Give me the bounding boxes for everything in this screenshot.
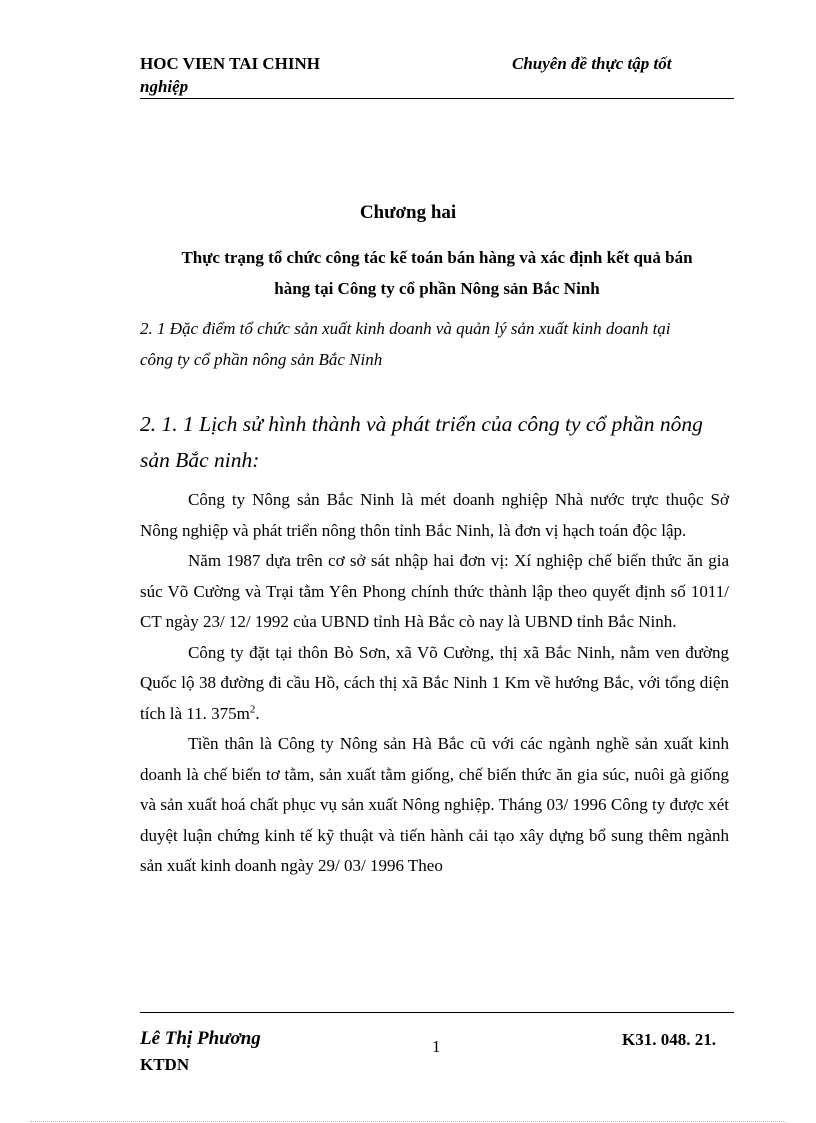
paragraph-4: Tiền thân là Công ty Nông sản Hà Bắc cũ với các ngành nghề sản xuất kinh doanh là chế biến tơ tằm, sản xuất tằm giống, chế biến thức ăn gia súc, nuôi gà giống và sản xuất hoá chất phục vụ sản xuất Nông nghiệp. Tháng 03/ 1996 Công ty được xét duyệt luận chứng kinh tế kỹ thuật và tiến hành cải tạo xây dựng bổ sung thêm ngành sản xuất kinh doanh ngày 29/ 03/ 1996 Theo	[140, 734, 729, 875]
footer-department: KTDN	[140, 1055, 190, 1074]
footer-author-block	[140, 1026, 261, 1078]
chapter-subtitle-line2: hàng tại Công ty cổ phần Nông sản Bắc Ninh	[274, 279, 600, 298]
paragraph-3-text: Công ty đặt tại thôn Bò Sơn, xã Võ Cường, thị xã Bắc Ninh, nằm ven đường Quốc lộ 38 đường đi cầu Hồ, cách thị xã Bắc Ninh 1 Km về hướng Bắc, với tổng diện tích là 11. 375m	[140, 642, 729, 723]
section-2-1-line2: công ty cổ phần nông sản Bắc Ninh	[140, 350, 383, 369]
header-report-type: Chuyên đề thực tập tốt	[512, 54, 672, 73]
paragraph-3	[140, 638, 729, 730]
paragraph-3-end: .	[255, 703, 260, 723]
header-school-name: HOC VIEN TAI CHINH	[140, 54, 320, 73]
page-number: 1	[432, 1037, 441, 1056]
footer-class-code: K31. 048. 21.	[622, 1030, 716, 1049]
chapter-subtitle-line1: Thực trạng tổ chức công tác kế toán bán hàng và xác định kết quả bán	[181, 248, 693, 267]
paragraph-1: Công ty Nông sản Bắc Ninh là mét doanh nghiệp Nhà nước trực thuộc Sở Nông nghiệp và phát triển nông thôn tỉnh Bắc Ninh, là đơn vị hạch toán độc lập.	[140, 490, 729, 540]
header-school	[140, 52, 320, 98]
header-school-continuation: nghiệp	[140, 77, 189, 96]
section-2-1-line1: 2. 1 Đặc điểm tổ chức sản xuất kinh doanh và quản lý sản xuất kinh doanh tại	[140, 319, 671, 338]
header-rule	[140, 98, 734, 99]
section-2-1-1-line1: 2. 1. 1 Lịch sử hình thành và phát triển của công ty cổ phần nông	[140, 412, 703, 436]
paragraph-2: Năm 1987 dựa trên cơ sở sát nhập hai đơn vị: Xí nghiệp chế biến thức ăn gia súc Võ Cường và Trại tằm Yên Phong chính thức thành lập theo quyết định số 1011/ CT ngày 23/ 12/ 1992 của UBND tỉnh Hà Bắc cò nay là UBND tỉnh Bắc Ninh.	[140, 551, 729, 631]
chapter-subtitle	[140, 242, 734, 304]
body-text	[140, 485, 729, 882]
section-2-1-1-heading	[140, 406, 740, 478]
footer-rule	[140, 1012, 734, 1013]
page-edge-dotted-line	[30, 1121, 786, 1122]
chapter-title: Chương hai	[359, 202, 457, 223]
area-unit-superscript: 2	[249, 702, 256, 715]
footer-author: Lê Thị Phương	[140, 1028, 261, 1049]
section-2-1-heading	[140, 313, 740, 375]
section-2-1-1-line2: sản Bắc ninh:	[140, 448, 260, 472]
